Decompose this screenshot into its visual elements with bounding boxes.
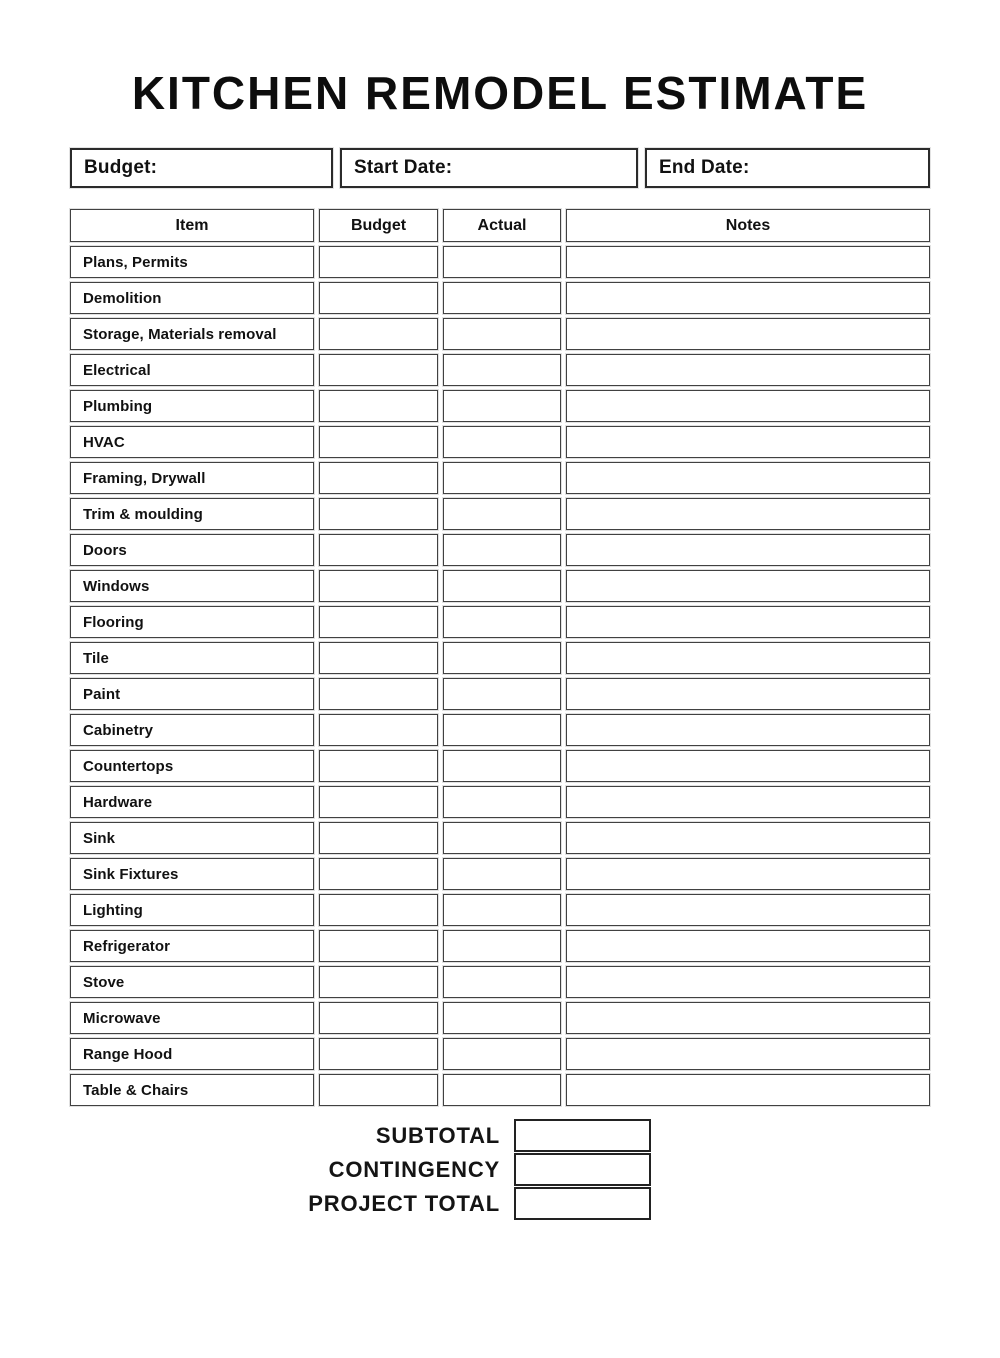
notes-value-cell[interactable]: [566, 534, 930, 566]
notes-value-cell[interactable]: [566, 426, 930, 458]
budget-value-cell[interactable]: [319, 246, 438, 278]
actual-value-cell[interactable]: [443, 570, 561, 602]
budget-value-cell[interactable]: [319, 426, 438, 458]
item-label-cell: Windows: [70, 570, 314, 602]
notes-value-cell[interactable]: [566, 246, 930, 278]
budget-value-cell[interactable]: [319, 282, 438, 314]
actual-value-cell[interactable]: [443, 822, 561, 854]
notes-value-cell[interactable]: [566, 1002, 930, 1034]
budget-value-cell[interactable]: [319, 678, 438, 710]
column-header-notes: Notes: [566, 209, 930, 242]
actual-value-cell[interactable]: [443, 354, 561, 386]
item-label-cell: Cabinetry: [70, 714, 314, 746]
item-label-cell: Sink Fixtures: [70, 858, 314, 890]
notes-value-cell[interactable]: [566, 714, 930, 746]
column-header-item: Item: [70, 209, 314, 242]
budget-value-cell[interactable]: [319, 390, 438, 422]
project-total-row: [70, 1187, 930, 1220]
item-label-cell: Range Hood: [70, 1038, 314, 1070]
budget-value-cell[interactable]: [319, 894, 438, 926]
actual-value-cell[interactable]: [443, 1002, 561, 1034]
budget-value-cell[interactable]: [319, 318, 438, 350]
notes-value-cell[interactable]: [566, 930, 930, 962]
notes-value-cell[interactable]: [566, 894, 930, 926]
notes-value-cell[interactable]: [566, 462, 930, 494]
item-label-cell: Stove: [70, 966, 314, 998]
start-date-field-label: Start Date:: [354, 157, 453, 178]
actual-value-cell[interactable]: [443, 966, 561, 998]
notes-value-cell[interactable]: [566, 570, 930, 602]
item-label-cell: Hardware: [70, 786, 314, 818]
kitchen-remodel-estimate-page: [0, 64, 1000, 1358]
actual-value-cell[interactable]: [443, 462, 561, 494]
item-label-cell: Paint: [70, 678, 314, 710]
actual-value-cell[interactable]: [443, 1038, 561, 1070]
notes-value-cell[interactable]: [566, 318, 930, 350]
notes-value-cell[interactable]: [566, 606, 930, 638]
item-label-cell: Sink: [70, 822, 314, 854]
budget-value-cell[interactable]: [319, 1038, 438, 1070]
column-header-budget: Budget: [319, 209, 438, 242]
actual-value-cell[interactable]: [443, 642, 561, 674]
actual-value-cell[interactable]: [443, 282, 561, 314]
top-fields-row: [70, 148, 930, 188]
budget-value-cell[interactable]: [319, 642, 438, 674]
contingency-row: [70, 1153, 930, 1186]
actual-value-cell[interactable]: [443, 318, 561, 350]
actual-value-cell[interactable]: [443, 246, 561, 278]
budget-value-cell[interactable]: [319, 714, 438, 746]
actual-value-cell[interactable]: [443, 714, 561, 746]
item-label-cell: Doors: [70, 534, 314, 566]
notes-value-cell[interactable]: [566, 282, 930, 314]
end-date-field-label: End Date:: [659, 157, 750, 178]
notes-value-cell[interactable]: [566, 966, 930, 998]
item-label-cell: Flooring: [70, 606, 314, 638]
project-total-label: PROJECT TOTAL: [308, 1190, 500, 1216]
budget-value-cell[interactable]: [319, 1074, 438, 1106]
item-label-cell: Tile: [70, 642, 314, 674]
actual-value-cell[interactable]: [443, 390, 561, 422]
item-label-cell: Electrical: [70, 354, 314, 386]
notes-value-cell[interactable]: [566, 390, 930, 422]
page-title: KITCHEN REMODEL ESTIMATE: [131, 67, 869, 119]
item-label-cell: Refrigerator: [70, 930, 314, 962]
actual-value-cell[interactable]: [443, 426, 561, 458]
actual-value-cell[interactable]: [443, 1074, 561, 1106]
budget-value-cell[interactable]: [319, 462, 438, 494]
item-label-cell: Microwave: [70, 1002, 314, 1034]
item-label-cell: Trim & moulding: [70, 498, 314, 530]
actual-value-cell[interactable]: [443, 930, 561, 962]
project-total-value-box[interactable]: [514, 1187, 651, 1220]
item-label-cell: Table & Chairs: [70, 1074, 314, 1106]
budget-value-cell[interactable]: [319, 570, 438, 602]
notes-value-cell[interactable]: [566, 858, 930, 890]
item-label-cell: Demolition: [70, 282, 314, 314]
item-label-cell: Plumbing: [70, 390, 314, 422]
item-label-cell: Lighting: [70, 894, 314, 926]
actual-value-cell[interactable]: [443, 858, 561, 890]
budget-value-cell[interactable]: [319, 966, 438, 998]
budget-value-cell[interactable]: [319, 786, 438, 818]
item-label-cell: HVAC: [70, 426, 314, 458]
budget-value-cell[interactable]: [319, 606, 438, 638]
actual-value-cell[interactable]: [443, 678, 561, 710]
actual-value-cell[interactable]: [443, 606, 561, 638]
budget-value-cell[interactable]: [319, 534, 438, 566]
contingency-value-box[interactable]: [514, 1153, 651, 1186]
notes-value-cell[interactable]: [566, 498, 930, 530]
item-label-cell: Storage, Materials removal: [70, 318, 314, 350]
notes-value-cell[interactable]: [566, 1038, 930, 1070]
notes-value-cell[interactable]: [566, 786, 930, 818]
end-date-field[interactable]: [645, 148, 930, 188]
subtotal-value-box[interactable]: [514, 1119, 651, 1152]
actual-value-cell[interactable]: [443, 750, 561, 782]
notes-value-cell[interactable]: [566, 822, 930, 854]
start-date-field[interactable]: [340, 148, 638, 188]
notes-value-cell[interactable]: [566, 678, 930, 710]
budget-value-cell[interactable]: [319, 822, 438, 854]
budget-value-cell[interactable]: [319, 498, 438, 530]
budget-field[interactable]: [70, 148, 333, 188]
budget-field-label: Budget:: [84, 157, 158, 178]
actual-value-cell[interactable]: [443, 894, 561, 926]
notes-value-cell[interactable]: [566, 354, 930, 386]
item-label-cell: Countertops: [70, 750, 314, 782]
item-label-cell: Framing, Drywall: [70, 462, 314, 494]
subtotal-row: [70, 1119, 930, 1152]
totals-section: [70, 1119, 930, 1220]
item-label-cell: Plans, Permits: [70, 246, 314, 278]
subtotal-label: SUBTOTAL: [375, 1122, 500, 1148]
notes-value-cell[interactable]: [566, 750, 930, 782]
actual-value-cell[interactable]: [443, 534, 561, 566]
actual-value-cell[interactable]: [443, 786, 561, 818]
budget-value-cell[interactable]: [319, 750, 438, 782]
budget-value-cell[interactable]: [319, 1002, 438, 1034]
actual-value-cell[interactable]: [443, 498, 561, 530]
column-header-actual: Actual: [443, 209, 561, 242]
estimate-table: [70, 209, 930, 1106]
budget-value-cell[interactable]: [319, 354, 438, 386]
notes-value-cell[interactable]: [566, 642, 930, 674]
budget-value-cell[interactable]: [319, 930, 438, 962]
contingency-label: CONTINGENCY: [328, 1156, 500, 1182]
budget-value-cell[interactable]: [319, 858, 438, 890]
notes-value-cell[interactable]: [566, 1074, 930, 1106]
